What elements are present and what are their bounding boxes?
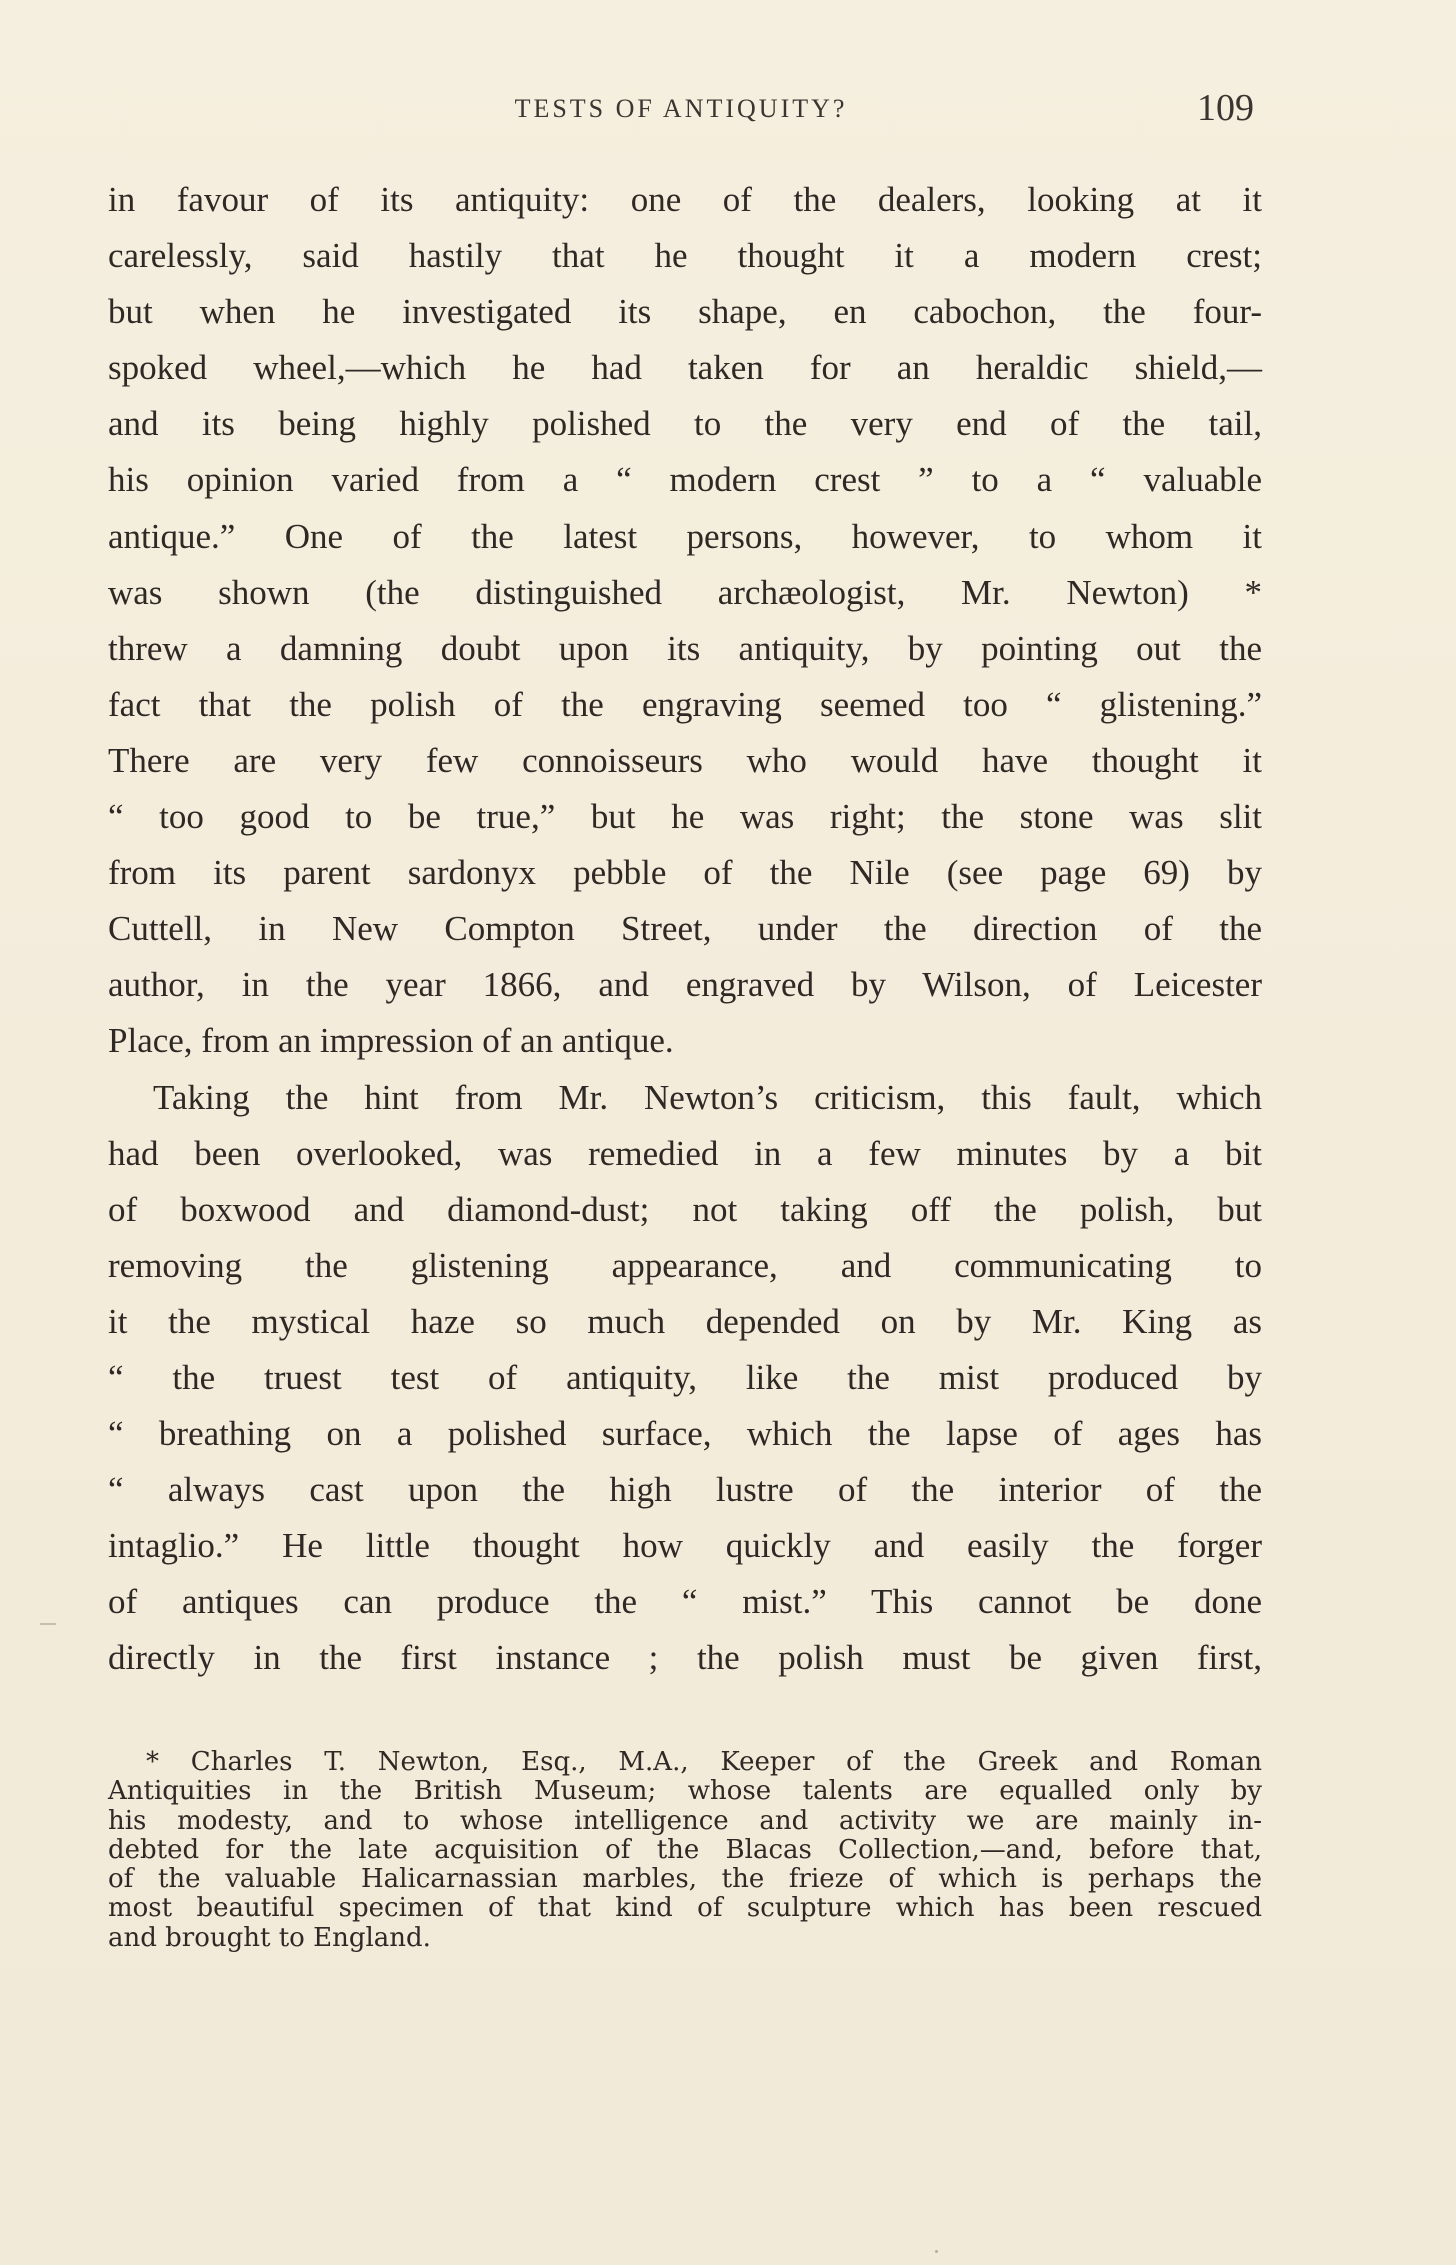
text-line: from its parent sardonyx pebble of the Nile (see page 69) by xyxy=(108,853,1262,893)
footnote xyxy=(108,1748,1262,1953)
text-line: but when he investigated its shape, en cabochon, the four- xyxy=(108,292,1262,332)
text-line: “ always cast upon the high lustre of the interior of the xyxy=(108,1470,1262,1510)
text-line: There are very few connoisseurs who would have thought it xyxy=(108,740,1262,780)
text-line: intaglio.” He little thought how quickly and easily the forger xyxy=(108,1526,1262,1566)
text-line: in favour of its antiquity: one of the dealers, looking at it xyxy=(108,180,1262,219)
page-number: 109 xyxy=(1197,87,1254,129)
text-line: “ breathing on a polished surface, which the lapse of ages has xyxy=(108,1414,1262,1454)
text-line: was shown (the distinguished archæologist, Mr. Newton) * xyxy=(108,572,1262,612)
body-text xyxy=(108,172,1262,1687)
footnote-line: of the valuable Halicarnassian marbles, the frieze of which is perhaps the xyxy=(108,1864,1262,1895)
footnote-line: Antiquities in the British Museum; whose talents are equalled only by xyxy=(108,1776,1262,1807)
text-line: it the mystical haze so much depended on by Mr. King as xyxy=(108,1301,1262,1341)
paper-speck xyxy=(935,2250,938,2253)
text-line: carelessly, said hastily that he thought it a modern crest; xyxy=(108,236,1262,276)
text-line: fact that the polish of the engraving seemed too “ glistening.” xyxy=(108,684,1262,724)
running-title: TESTS OF ANTIQUITY? xyxy=(514,94,848,123)
footnote-line: debted for the late acquisition of the Blacas Collection,—and, before that, xyxy=(108,1834,1262,1865)
footnote-line: his modesty, and to whose intelligence and activity we are mainly in- xyxy=(108,1805,1262,1836)
text-line: removing the glistening appearance, and communicating to xyxy=(108,1245,1262,1285)
running-head xyxy=(108,86,1254,134)
text-line: Cuttell, in New Compton Street, under the direction of the xyxy=(108,909,1262,949)
text-line: of boxwood and diamond-dust; not taking off the polish, but xyxy=(108,1189,1262,1229)
text-line: and its being highly polished to the very end of the tail, xyxy=(108,404,1262,444)
text-line: “ the truest test of antiquity, like the mist produced by xyxy=(108,1357,1262,1397)
text-line: his opinion varied from a “ modern crest ” to a “ valuable xyxy=(108,460,1262,500)
footnote-line: most beautiful specimen of that kind of sculpture which has been rescued xyxy=(108,1893,1262,1924)
text-line: directly in the first instance ; the polish must be given first, xyxy=(108,1638,1262,1678)
paragraph-end-line: Place, from an impression of an antique. xyxy=(108,1021,674,1061)
text-line: had been overlooked, was remedied in a few minutes by a bit xyxy=(108,1133,1262,1173)
text-line: threw a damning doubt upon its antiquity, by pointing out the xyxy=(108,628,1262,668)
margin-mark xyxy=(40,1623,56,1625)
text-line: antique.” One of the latest persons, however, to whom it xyxy=(108,516,1262,556)
text-line: of antiques can produce the “ mist.” This cannot be done xyxy=(108,1582,1262,1622)
text-line: author, in the year 1866, and engraved by Wilson, of Leicester xyxy=(108,965,1262,1005)
text-line: spoked wheel,—which he had taken for an heraldic shield,— xyxy=(108,348,1262,388)
footnote-line: and brought to England. xyxy=(108,1922,431,1953)
footnote-line: * Charles T. Newton, Esq., M.A., Keeper of the Greek and Roman xyxy=(146,1747,1262,1777)
text-line: “ too good to be true,” but he was right; the stone was slit xyxy=(108,797,1262,837)
paragraph-start-line: Taking the hint from Mr. Newton’s criticism, this fault, which xyxy=(153,1077,1262,1117)
